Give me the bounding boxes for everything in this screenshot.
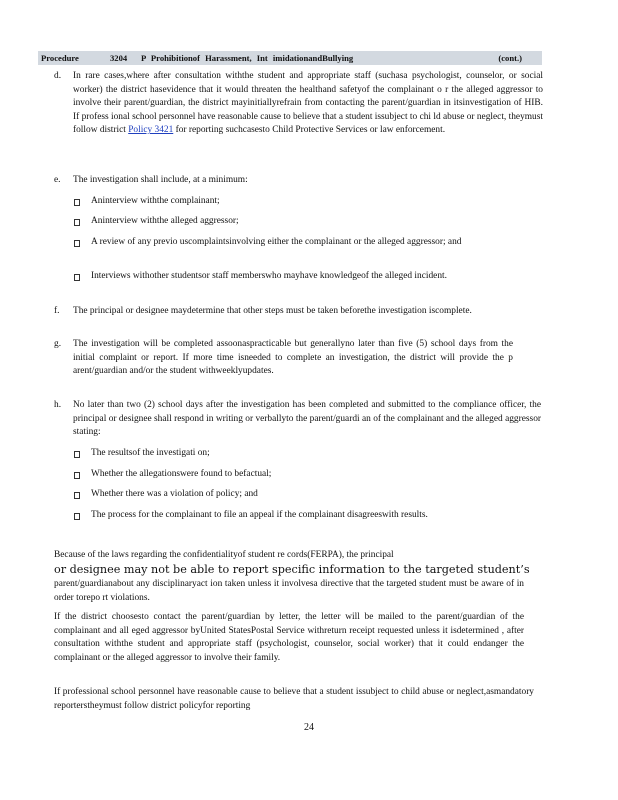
bullet-box-icon: [74, 199, 80, 206]
item-g-label: g.: [54, 339, 62, 349]
item-f-text: The principal or designee maydetermine that other steps must be taken beforethe investigation iscomplete.: [73, 306, 472, 316]
bullet-box-icon: [74, 274, 80, 281]
item-e-label: e.: [54, 175, 61, 185]
bullet-box-icon: [74, 513, 80, 520]
bullet-interview-complainant: Aninterview withthe complainant;: [91, 196, 220, 206]
page-number: 24: [304, 722, 314, 733]
item-e-text: The investigation shall include, at a minimum:: [73, 175, 248, 185]
paragraph-ferpa-line1: Because of the laws regarding the confidentialityof student re cords(FERPA), the principal: [54, 550, 394, 560]
item-g-text: The investigation will be completed assoonaspracticable but generallyno later than five (5) school days from the initial complaint or report. If more time isneeded to complete an investigation, the district will provide the p arent/guardian and/or the student withweeklyupdates.: [73, 339, 513, 377]
bullet-allegations-factual: Whether the allegationswere found to befactual;: [91, 469, 272, 479]
item-d-label: d.: [54, 71, 62, 81]
item-h-label: h.: [54, 400, 62, 410]
procedure-header-bar: [38, 51, 542, 65]
paragraph-mandatory-reporters: If professional school personnel have reasonable cause to believe that a student issubject to child abuse or neglect,asmandatory reporterstheymust follow district policyfor reporting: [54, 687, 534, 711]
paragraph-letter-notice: If the district choosesto contact the parent/guardian by letter, the letter will be mailed to the parent/guardian of the complainant and all eged aggressor byUnited StatesPostal Service withreturn receipt requested unless it isdetermined , after consultation withthe student and appropriate staff (psychologist, counselor, social worker) that it could endanger the complainant or the alleged aggressor to involve their family.: [54, 612, 524, 663]
bullet-results: The resultsof the investigati on;: [91, 448, 210, 458]
bullet-appeal-process: The process for the complainant to file an appeal if the complainant disagreeswith results.: [91, 510, 428, 520]
item-h-text: No later than two (2) school days after the investigation has been completed and submitted to the compliance officer, the principal or designee shall respond in writing or verballyto the parent/guardi an of the complainant and the alleged aggressor stating:: [73, 400, 541, 438]
bullet-box-icon: [74, 451, 80, 458]
item-f-label: f.: [54, 306, 60, 316]
item-d-body: In rare cases,where after consultation withthe student and appropriate staff (suchasa psychologist, counselor, or social worker) the district hasevidence that it would threaten the healthand safetyof the complainant o r the alleged aggressor to involve their parent/guardian, the district mayinitiallyrefrain from contacting the parent/guardian in itsinvestigation of HIB. If profess ional school personnel have reasonable cause to believe that a student issubject to chi ld abuse or neglect, theymust follow district: [73, 71, 543, 136]
header-procedure-label: Procedure: [41, 53, 79, 63]
bullet-other-interviews: Interviews withother studentsor staff memberswho mayhave knowledgeof the alleged incident.: [91, 271, 447, 281]
bullet-box-icon: [74, 472, 80, 479]
bullet-box-icon: [74, 219, 80, 226]
bullet-box-icon: [74, 240, 80, 247]
paragraph-ferpa-rest: parent/guardianabout any disciplinaryact ion taken unless it involvesa directive that the targeted student must be aware of in order torepo rt violations.: [54, 579, 524, 603]
policy-3421-link[interactable]: Policy 3421: [128, 125, 174, 136]
paragraph-ferpa-emphasis: or designee may not be able to report specific information to the targeted student’s: [54, 563, 530, 576]
header-procedure-title: P Prohibitionof Harassment, Int imidationandBullying: [141, 53, 354, 63]
header-procedure-number: 3204: [110, 53, 128, 63]
bullet-policy-violation: Whether there was a violation of policy; and: [91, 489, 258, 499]
bullet-review-complaints: A review of any previo uscomplaintsinvolving either the complainant or the alleged aggressor; and: [91, 237, 462, 247]
item-d-tail: for reporting suchcasesto Child Protective Services or law enforcement.: [175, 125, 446, 136]
bullet-interview-aggressor: Aninterview withthe alleged aggressor;: [91, 216, 239, 226]
header-continued: (cont.): [498, 53, 522, 63]
item-d-text: [73, 70, 543, 138]
bullet-box-icon: [74, 492, 80, 499]
